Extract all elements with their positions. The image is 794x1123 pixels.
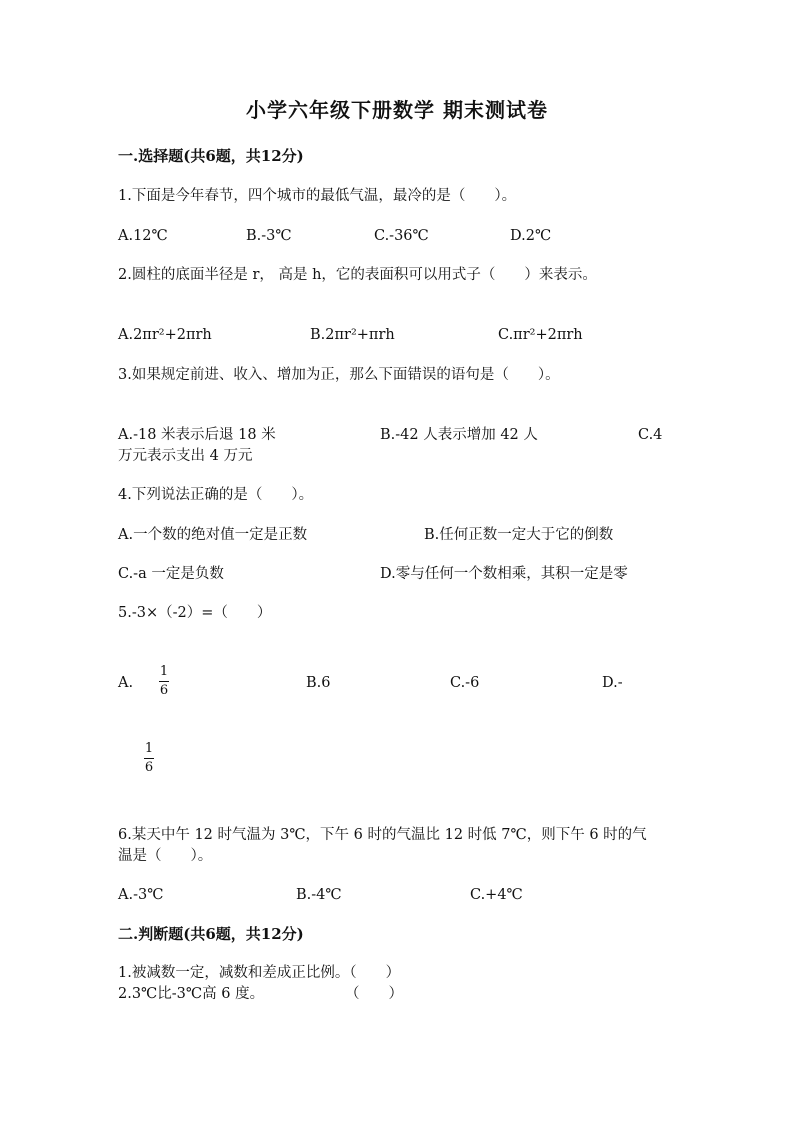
question-2-option-c: C.πr²+2πrh — [498, 327, 583, 343]
question-4-option-d: D.零与任何一个数相乘，其积一定是零 — [380, 566, 628, 582]
question-3-stem: 3.如果规定前进、收入、增加为正，那么下面错误的语句是（ ）。 — [118, 367, 560, 383]
question-6-option-c: C.+4℃ — [470, 887, 523, 903]
question-1-stem: 1.下面是今年春节，四个城市的最低气温，最冷的是（ ）。 — [118, 188, 517, 204]
fraction-numerator: 1 — [144, 741, 154, 756]
judgement-1-stem: 1.被减数一定，减数和差成正比例。（ ） — [118, 965, 401, 981]
judgement-2-answer-paren: （ ） — [345, 986, 403, 1002]
question-4-option-a: A.一个数的绝对值一定是正数 — [118, 527, 308, 543]
page-title: 小学六年级下册数学 期末测试卷 — [246, 98, 548, 122]
question-5-option-d: D.- — [602, 675, 623, 691]
question-5-option-a-fraction — [159, 665, 169, 698]
fraction-bar — [159, 681, 169, 682]
question-3-option-a: A.-18 米表示后退 18 米 — [118, 427, 276, 443]
question-4-option-c: C.-a 一定是负数 — [118, 566, 224, 582]
question-2-option-b: B.2πr²+πrh — [310, 327, 395, 343]
question-3-option-c: C.4 — [638, 427, 663, 443]
fraction-denominator: 6 — [144, 760, 154, 775]
question-5-stem: 5.-3×（-2）=（ ） — [118, 605, 272, 621]
question-4-option-b: B.任何正数一定大于它的倒数 — [424, 527, 614, 543]
question-6-option-a: A.-3℃ — [118, 887, 164, 903]
question-1-option-c: C.-36℃ — [374, 228, 429, 244]
fraction-denominator: 6 — [159, 683, 169, 698]
question-5-option-c: C.-6 — [450, 675, 480, 691]
question-5-option-a: A. — [118, 675, 134, 691]
section-heading-judgement: 二.判断题(共6题，共12分) — [118, 925, 304, 943]
question-6-option-b: B.-4℃ — [296, 887, 342, 903]
question-2-stem: 2.圆柱的底面半径是 r， 高是 h，它的表面积可以用式子（ ）来表示。 — [118, 267, 597, 283]
judgement-2-stem: 2.3℃比-3℃高 6 度。 — [118, 986, 265, 1002]
question-6-stem-continued: 温是（ ）。 — [118, 848, 213, 864]
question-1-option-d: D.2℃ — [510, 228, 552, 244]
question-5-option-b: B.6 — [306, 675, 331, 691]
fraction-bar — [144, 758, 154, 759]
section-heading-choice: 一.选择题(共6题，共12分) — [118, 147, 304, 165]
question-2-option-a: A.2πr²+2πrh — [118, 327, 212, 343]
fraction-numerator: 1 — [159, 664, 169, 679]
question-4-stem: 4.下列说法正确的是（ ）。 — [118, 487, 314, 503]
question-1-option-b: B.-3℃ — [246, 228, 292, 244]
question-1-option-a: A.12℃ — [118, 228, 168, 244]
question-3-option-b: B.-42 人表示增加 42 人 — [380, 427, 538, 443]
question-5-option-d-fraction — [144, 742, 154, 775]
question-6-stem: 6.某天中午 12 时气温为 3℃，下午 6 时的气温比 12 时低 7℃，则下午 6 时的气 — [118, 827, 647, 843]
question-3-option-c-continued: 万元表示支出 4 万元 — [118, 448, 253, 464]
